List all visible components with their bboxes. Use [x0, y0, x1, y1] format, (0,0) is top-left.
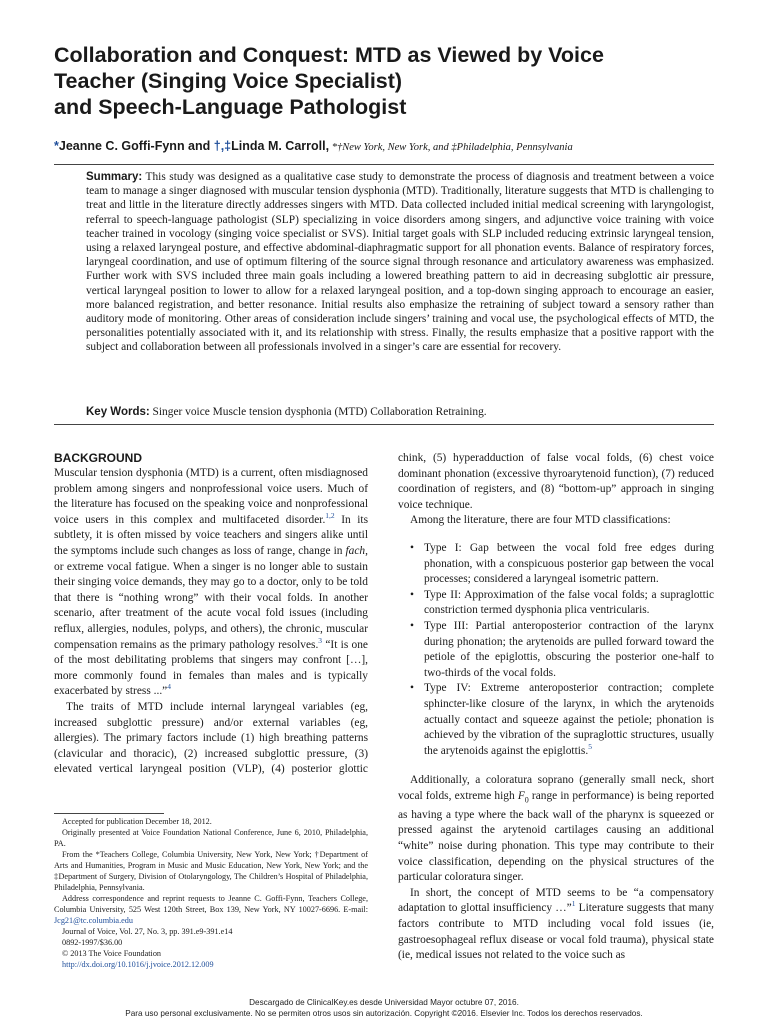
p5-text-a: In short, the concept of MTD seems to be “a compensatory adaptation to glottal insufficiency …” — [398, 886, 714, 915]
footnote-issn: 0892-1997/$36.00 — [62, 938, 123, 947]
background-paragraph-3: Among the literature, there are four MTD classifications: — [410, 514, 671, 527]
title-line-1: Collaboration and Conquest: MTD as Viewed by Voice — [54, 43, 604, 67]
p4-f: F — [517, 789, 525, 802]
footnote-presented: Originally presented at Voice Foundation National Conference, June 6, 2010, Philadelphia, PA. — [54, 828, 368, 848]
author-line — [54, 139, 573, 154]
p1-text-c: , or extreme vocal fatigue. When a singer is no longer able to sustain their singing voice demands, they may go to a doctor, only to be told that there is “nothing wrong” with their vocal folds. In another scenario, after treatment of the acute vocal fold issues (including reflux, allergies, nodules, polyps, and others), the chronic, muscular compensation remains as the primary pathology resolves. — [54, 544, 368, 651]
email-link[interactable]: Jcg21@tc.columbia.edu — [54, 916, 133, 925]
background-paragraph-4 — [398, 773, 714, 885]
summary-top-rule — [54, 164, 714, 165]
left-column — [54, 451, 368, 778]
footnotes — [54, 816, 368, 970]
p4-f-sub: 0 — [524, 795, 529, 805]
ref-link-3[interactable]: 3 — [318, 635, 323, 645]
right-column — [398, 451, 714, 964]
mtd-type-4 — [398, 681, 714, 759]
footnote-address — [54, 893, 368, 926]
title-line-2: Teacher (Singing Voice Specialist) — [54, 69, 403, 93]
article-title — [54, 42, 734, 120]
ref-link-5[interactable]: 5 — [588, 741, 592, 751]
author-name-2: Linda M. Carroll, — [231, 139, 330, 153]
summary-label: Summary: — [86, 171, 143, 183]
p1-text-d: “It is one of the most debilitating problems that singers may confront […], more commonly found in females than males and is typically exacerbated by stress ...” — [54, 638, 368, 698]
author-and: and — [184, 139, 214, 153]
author-affiliation: *†New York, New York, and ‡Philadelphia, Pennsylvania — [329, 142, 573, 153]
p4-text-a: Additionally, a coloratura soprano (generally small neck, short vocal folds, extreme high — [398, 774, 714, 802]
mtd-type-2: • Type II: Approximation of the false vocal folds; a supraglottic constriction termed dysphonia plica ventricularis. — [398, 588, 714, 619]
keywords-block — [86, 405, 714, 419]
p4-text-b: range in performance) is being reported as having a type where the back wall of the pharynx is squeezed or pressed against the arytenoid cartilages causing an additional “white” noise during phonation. This type may contribute to their voice classification, depending on the physical structures of the particular coloratura singer. — [398, 789, 714, 884]
background-paragraph-1 — [54, 466, 368, 700]
keywords-label: Key Words: — [86, 406, 150, 418]
footnote-journal: Journal of Voice, Vol. 27, No. 3, pp. 391.e9-391.e14 — [62, 927, 233, 936]
ref-link-1[interactable]: 1 — [571, 899, 576, 909]
footnote-copyright: © 2013 The Voice Foundation — [62, 949, 162, 958]
author-mark-1: * — [54, 139, 59, 153]
download-line-2: Para uso personal exclusivamente. No se permiten otros usos sin autorización. Copyright ©2016. Elsevier Inc. Todos los derechos reservados. — [125, 1008, 643, 1018]
p5-text-b: Literature suggests that many factors contribute to MTD including vocal fold issues (ie, gastroesophageal reflux disease or vocal fold trauma), physical state (ie, medical issues not related to the voice such as — [398, 902, 714, 962]
footnote-from: From the *Teachers College, Columbia University, New York, New York; †Department of Arts and Humanities, Program in Music and Music Education, New York, New York; and the ‡Department of Surgery, Division of Otolaryngology, The Children’s Hospital of Philadelphia, Philadelphia, Pennsylvania. — [54, 850, 368, 892]
ref-link-1-2[interactable]: 1,2 — [325, 510, 335, 520]
summary-bottom-rule — [54, 424, 714, 425]
title-line-3: and Speech-Language Pathologist — [54, 95, 407, 119]
download-notice — [0, 998, 768, 1019]
footnote-rule — [54, 813, 164, 814]
summary-text: This study was designed as a qualitative case study to demonstrate the process of diagnosis and treatment between a voice team to manage a singer diagnosed with muscular tension dysphonia (MTD). Traditionally, literature suggests that MTD is challenging to treat and little in the literature directly addresses singers with MTD. Data collected included initial medical screening with laryngologist, referral to speech-language pathologist (SLP) specializing in voice disorders among singers, and adjunctive voice training with voice teacher trained in vocology (singing voice specialist or SVS). Initial target goals with SLP included reducing extrinsic laryngeal tension, using a relaxed laryngeal posture, and effective abdominal-diaphragmatic support for all phonation events. Balance of respiratory forces, laryngeal coordination, and use of optimum filtering of the source signal through resonance and articulatory awareness was emphasized. Further work with SVS included three main goals including a lowered breathing pattern to aid in decreasing subglottic air pressure, vertical laryngeal position to lower to allow for a relaxed laryngeal position, and a top-down singing approach to encourage an easier, more balanced registration, and better resonance. Initial results also emphasize the retraining of subject toward a sensory rather than auditory mode of monitoring. Other areas of consideration include singers’ training and vocal use, the psychological effects of MTD, the personalities potentially associated with it, and its relationship with stress. Finally, the results emphasize that a positive rapport with the subject and collaboration between all professionals involved in a singer’s care are essential for recovery. — [86, 171, 714, 354]
p1-text-a: Muscular tension dysphonia (MTD) is a current, often misdiagnosed problem among singers and nonprofessional voice users. Much of the literature has focused on the speaking voice and nonprofessional voice users in this complex and multifaceted disorder. — [54, 467, 368, 526]
p1-text-b: In its subtlety, it is often missed by voice teachers and singers alike until the symptoms include such changes as loss of range, change in — [54, 513, 368, 557]
footnote-address-text: Address correspondence and reprint requests to Jeanne C. Goffi-Fynn, Teachers College, Columbia University, 525 West 120th Street, Box 139, New York, NY 10027-6696. E-mail: — [54, 894, 368, 914]
summary-block — [86, 170, 714, 355]
author-name-1: Jeanne C. Goffi-Fynn — [58, 139, 185, 153]
ref-link-4[interactable]: 4 — [167, 682, 171, 692]
mtd-type-3: • Type III: Partial anteroposterior contraction of the larynx during phonation; the arytenoids are pulled forward toward the petiole of the epiglottis, obscuring the posterior one-half to two-thirds of the vocal folds. — [398, 619, 714, 681]
download-line-1: Descargado de ClinicalKey.es desde Universidad Mayor octubre 07, 2016. — [249, 998, 519, 1007]
background-paragraph-2: The traits of MTD include internal laryngeal variables (eg, increased subglottic pressure) and/or external variables (eg, allergies). The primary factors include (1) high breathing patterns (clavicular and thoracic), (2) increased subglottic pressure, (3) elevated vertical laryngeal position (VLP), (4) posterior glottic — [54, 700, 368, 776]
mtd-type-list — [398, 541, 714, 759]
mtd-type-1: • Type I: Gap between the vocal fold free edges during phonation, with a conspicuous posterior gap between the vocal processes; considered a laryngeal isometric pattern. — [398, 541, 714, 588]
mtd-type-4-text: Type IV: Extreme anteroposterior contraction; complete sphincter-like closure of the larynx, in which the arytenoids actually contact and squeeze against the petiole; phonation is achieved by the vibration of the supraglottic structures, usually the arytenoids against the epiglottis. — [424, 682, 714, 757]
p1-fach: fach — [345, 544, 366, 557]
background-paragraph-5 — [398, 886, 714, 964]
section-heading-background: BACKGROUND — [54, 451, 142, 465]
keywords-text: Singer voice Muscle tension dysphonia (MTD) Collaboration Retraining. — [149, 406, 487, 418]
author-mark-2: †,‡ — [213, 139, 232, 153]
footnote-accepted: Accepted for publication December 18, 2012. — [62, 817, 212, 826]
doi-link[interactable]: http://dx.doi.org/10.1016/j.jvoice.2012.12.009 — [62, 960, 214, 969]
background-paragraph-2-continued: chink, (5) hyperadduction of false vocal folds, (6) chest voice dominant phonation (excessive thyroarytenoid function), (7) reduced coordination of registers, and (8) “bottom-up” approach in singing voice technique. — [398, 452, 714, 511]
